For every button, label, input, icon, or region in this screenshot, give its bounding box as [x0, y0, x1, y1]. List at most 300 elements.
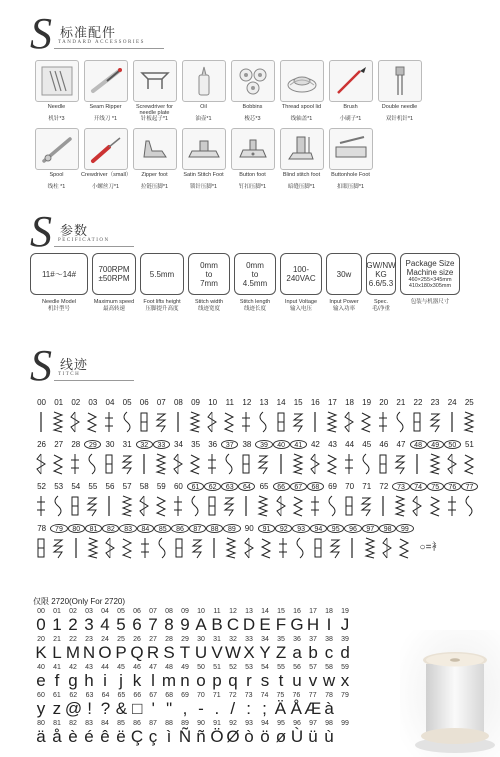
stitch-number: 29 [84, 440, 101, 449]
stitch-number: 70 [345, 482, 355, 491]
accessory-item [81, 60, 130, 122]
alpha-number: 81 [53, 720, 61, 727]
spec-label-cn: 机针型号 [47, 306, 70, 312]
stitch-pattern-icon [324, 494, 340, 518]
accessory-name-en: Double needle [381, 104, 418, 110]
accessory-item [130, 128, 179, 190]
alpha-glyph: ê [100, 727, 110, 746]
alpha-cell [65, 664, 81, 689]
alpha-number: 60 [37, 692, 45, 699]
stitch-pattern-icon [461, 494, 477, 518]
accessory-name-cn: 锁针压脚*1 [189, 184, 218, 190]
alpha-glyph: Ù [290, 727, 304, 746]
stitch-pattern-icon [275, 536, 291, 560]
accessory-image [182, 60, 226, 102]
seam-ripper-icon [85, 61, 127, 101]
stitch-pattern [396, 536, 413, 560]
alpha-glyph: ò [244, 727, 254, 746]
alpha-number: 17 [309, 608, 317, 615]
alpha-number: 14 [261, 608, 269, 615]
accessory-name-cn: 机针*3 [48, 116, 65, 122]
stitch-pattern [461, 452, 478, 476]
alpha-number: 63 [85, 692, 94, 699]
stitch-row [33, 524, 478, 560]
accessory-image [231, 128, 275, 170]
alpha-cell [161, 720, 177, 745]
alpha-cell [321, 720, 337, 745]
alpha-number: 57 [309, 664, 317, 671]
spec-item [234, 253, 276, 313]
spec-value: 4.5mm [242, 278, 268, 288]
accessory-item [326, 128, 375, 190]
stitch-pattern [68, 536, 85, 560]
section-letter-s: S [30, 207, 52, 256]
alpha-number: 46 [133, 664, 141, 671]
alpha-cell [289, 664, 305, 689]
alpha-glyph: O [98, 643, 112, 662]
alpha-glyph: 9 [180, 615, 190, 634]
alpha-glyph: b [308, 643, 318, 662]
alpha-glyph: U [194, 643, 208, 662]
stitch-number: 60 [173, 482, 183, 491]
alpha-number: 31 [213, 636, 221, 643]
stitch-pattern-icon [170, 410, 186, 434]
accessory-name-cn: 扣眼压脚*1 [336, 184, 365, 190]
stitch-pattern-icon [307, 494, 323, 518]
alpha-cell [241, 664, 257, 689]
alpha-cell [129, 608, 145, 633]
stitch-number: 09 [191, 398, 200, 407]
alpha-glyph: m [161, 671, 177, 690]
brush-icon [330, 61, 372, 101]
alpha-number: 36 [293, 636, 301, 643]
stitch-pattern-icon [409, 410, 425, 434]
stitch-pattern [241, 536, 258, 560]
stitch-number: 84 [137, 524, 154, 533]
accessory-name-cn: 线柱 *1 [47, 184, 66, 190]
stitch-pattern-icon [171, 536, 187, 560]
stitch-pattern [119, 452, 136, 476]
stitch-pattern-icon [255, 494, 271, 518]
stitch-pattern [137, 536, 154, 560]
alpha-glyph: M [65, 643, 81, 662]
spec-label-en: Spec. [373, 299, 389, 305]
alpha-number: 91 [213, 720, 221, 727]
stitch-number: 21 [396, 398, 406, 407]
alpha-number: 27 [149, 636, 157, 643]
alpha-number: 49 [181, 664, 189, 671]
alpha-number: 09 [181, 608, 189, 615]
alpha-number: 21 [53, 636, 61, 643]
alpha-glyph: ! [87, 699, 92, 718]
alpha-number: 58 [325, 664, 333, 671]
spec-label-cn: 包装与机器尺寸 [410, 299, 450, 305]
stitch-pattern-icon [327, 536, 343, 560]
stitch-pattern-icon [273, 452, 289, 476]
spec-box [92, 253, 136, 295]
stitch-number: 43 [328, 440, 337, 449]
alpha-cell [273, 720, 289, 745]
spec-box [400, 253, 460, 295]
stitch-pattern [275, 536, 292, 560]
stitch-number: 45 [362, 440, 372, 449]
spec-value: 5.5mm [149, 269, 175, 279]
accessory-name-en: Bobbins [242, 104, 263, 110]
alpha-cell [113, 608, 129, 633]
alpha-number: 67 [149, 692, 158, 699]
alpha-cell [145, 720, 161, 745]
alpha-number: 01 [53, 608, 61, 615]
alpha-cell [225, 720, 241, 745]
accessory-image [329, 128, 373, 170]
stitch-pattern-icon [50, 494, 66, 518]
stitch-pattern-icon [221, 494, 237, 518]
stitch-pattern-icon [33, 494, 49, 518]
stitch-number: 97 [362, 524, 379, 533]
stitch-pattern-icon [273, 410, 289, 434]
screwdriver-icon [134, 61, 176, 101]
alpha-glyph: d [340, 643, 350, 662]
stitch-pattern-icon [444, 410, 460, 434]
stitch-pattern-icon [85, 536, 101, 560]
accessory-name-en: Satin Stitch Foot [183, 172, 224, 178]
stitch-pattern [290, 452, 307, 476]
alpha-number: 70 [197, 692, 205, 699]
stitch-pattern-icon [204, 410, 220, 434]
accessory-name-cn: 开线刀 *1 [93, 116, 118, 122]
stitch-pattern [119, 494, 136, 518]
accessories-subtitle: TANDARD ACCESSORIES [58, 40, 145, 45]
stitch-number: 48 [410, 440, 427, 449]
alpha-cell [209, 664, 225, 689]
stitch-pattern-icon [392, 452, 408, 476]
stitch-number: 31 [122, 440, 132, 449]
stitch-number: 04 [105, 398, 115, 407]
alpha-cell [177, 664, 193, 689]
alpha-cell [129, 720, 145, 745]
alpha-glyph: u [292, 671, 302, 690]
accessories-header [30, 9, 230, 60]
alpha-glyph: 6 [132, 615, 142, 634]
alpha-number: 84 [101, 720, 109, 727]
stitch-pattern-icon [341, 494, 357, 518]
stitch-number: 57 [122, 482, 132, 491]
accessory-item [32, 128, 81, 190]
alpha-glyph: a [292, 643, 302, 662]
stitch-number: 41 [290, 440, 307, 449]
alpha-glyph: ? [100, 699, 111, 718]
alpha-glyph: - [198, 699, 204, 718]
stitch-pattern [136, 410, 153, 434]
stitch-pattern-icon [409, 452, 425, 476]
stitch-pattern-icon [307, 410, 323, 434]
alpha-glyph: h [84, 671, 94, 690]
alpha-cell [81, 636, 97, 661]
alpha-glyph: è [68, 727, 78, 746]
divider [54, 246, 134, 247]
alpha-number: 24 [101, 636, 109, 643]
alpha-number: 48 [165, 664, 173, 671]
stitch-number: 91 [258, 524, 275, 533]
alpha-number: 78 [325, 692, 333, 699]
stitch-pattern-icon [427, 410, 443, 434]
alpha-cell [272, 692, 288, 717]
alpha-number: 54 [261, 664, 269, 671]
alpha-glyph: i [103, 671, 107, 690]
stitch-number: 88 [206, 524, 223, 533]
stitch-pattern-icon [461, 452, 477, 476]
alpha-number: 51 [213, 664, 221, 671]
spec-label-cn: 压脚提升高度 [145, 306, 179, 312]
alpha-number: 12 [229, 608, 237, 615]
stitch-pattern [324, 452, 341, 476]
alpha-row [33, 636, 353, 661]
stitch-header [30, 341, 230, 392]
stitch-pattern [102, 536, 119, 560]
alpha-cell [337, 664, 353, 689]
stitch-pattern-icon [290, 410, 306, 434]
alpha-cell [225, 692, 241, 717]
alpha-cell [33, 692, 49, 717]
stitch-number: 55 [88, 482, 98, 491]
stitch-pattern-icon [119, 494, 135, 518]
accessory-name-cn: 拉链压脚*1 [140, 184, 169, 190]
stitch-pattern-icon [258, 536, 274, 560]
alpha-glyph: à [324, 699, 334, 718]
small-screwdriver-icon [85, 129, 127, 169]
stitch-pattern-icon [307, 452, 323, 476]
alpha-number: 45 [117, 664, 125, 671]
alpha-cell [209, 692, 225, 717]
accessory-name-en: Brush [343, 104, 358, 110]
spec-item [400, 253, 460, 313]
stitch-number: 12 [242, 398, 252, 407]
stitch-pattern-icon [461, 410, 477, 434]
stitch-number: 39 [255, 440, 272, 449]
button-foot-icon [232, 129, 274, 169]
stitch-pattern [444, 452, 461, 476]
alpha-number: 18 [325, 608, 333, 615]
stitch-pattern [358, 494, 375, 518]
stitch-number: 58 [139, 482, 149, 491]
stitch-pattern-icon [238, 410, 254, 434]
alpha-glyph: l [151, 671, 155, 690]
stitch-number: 34 [174, 440, 183, 449]
alpha-glyph: Z [275, 643, 287, 662]
buttonhole-foot-icon [330, 129, 372, 169]
alpha-glyph: ì [166, 727, 172, 746]
alpha-number: 68 [165, 692, 173, 699]
alpha-cell [209, 636, 225, 661]
alpha-number: 29 [181, 636, 189, 643]
stitch-pattern-icon [344, 536, 360, 560]
alpha-glyph: ë [116, 727, 126, 746]
accessory-name-en: Zipper foot [141, 172, 168, 178]
alpha-number: 75 [276, 692, 285, 699]
alpha-cell [145, 608, 161, 633]
stitch-number: 59 [156, 482, 166, 491]
alpha-cell [81, 664, 97, 689]
stitch-pattern [67, 410, 84, 434]
alpha-glyph: c [324, 643, 334, 662]
alpha-glyph: ñ [196, 727, 206, 746]
alpha-number: 33 [245, 636, 253, 643]
alpha-glyph: 8 [164, 615, 174, 634]
alpha-cell [273, 608, 289, 633]
alpha-cell [289, 608, 305, 633]
stitch-pattern-icon [136, 410, 152, 434]
alpha-cell [241, 636, 257, 661]
stitch-pattern-icon [362, 536, 378, 560]
stitch-pattern-icon [341, 452, 357, 476]
stitch-pattern [187, 452, 204, 476]
accessory-image [84, 128, 128, 170]
stitch-row [33, 398, 478, 434]
stitch-pattern-icon [50, 536, 66, 560]
alpha-glyph: T [179, 643, 191, 662]
accessory-item [375, 60, 424, 122]
stitch-number: 49 [427, 440, 444, 449]
stitch-number: 74 [410, 482, 427, 491]
alpha-glyph: B [211, 615, 223, 634]
alpha-cell [289, 720, 305, 745]
accessory-image [35, 60, 79, 102]
stitch-pattern [392, 410, 409, 434]
accessory-name-cn: 小刷子*1 [339, 116, 362, 122]
stitch-number: 94 [310, 524, 327, 533]
stitch-number: 03 [88, 398, 98, 407]
spec-label-en: Stitch length [239, 299, 271, 305]
stitch-number: 87 [189, 524, 206, 533]
accessory-item [179, 60, 228, 122]
alpha-glyph: N [82, 643, 96, 662]
alpha-cell [65, 720, 81, 745]
stitch-pattern-icon [137, 536, 153, 560]
alpha-number: 05 [117, 608, 125, 615]
stitch-pattern [255, 410, 272, 434]
alpha-glyph: o [196, 671, 206, 690]
stitch-pattern [307, 410, 324, 434]
alpha-glyph: P [115, 643, 127, 662]
stitch-pattern [206, 536, 223, 560]
stitch-number: 79 [50, 524, 67, 533]
stitch-number: 13 [259, 398, 269, 407]
alpha-cell [304, 692, 321, 717]
stitch-pattern-icon [409, 494, 425, 518]
stitch-pattern-icon [427, 452, 443, 476]
stitch-pattern [375, 452, 392, 476]
alpha-cell [113, 720, 129, 745]
stitch-pattern-icon [102, 536, 118, 560]
spec-row [30, 253, 475, 313]
stitch-number: 27 [54, 440, 64, 449]
accessory-name-cn: 针板起子*1 [140, 116, 169, 122]
spec-item [188, 253, 230, 313]
stitch-pattern-icon [341, 410, 357, 434]
stitch-number: 11 [225, 398, 234, 407]
accessory-item [277, 128, 326, 190]
stitch-pattern [292, 536, 309, 560]
alpha-glyph: ø [275, 727, 287, 746]
stitch-pattern [375, 494, 392, 518]
alpha-number: 59 [341, 664, 349, 671]
stitch-row [33, 440, 478, 476]
spec-label-en: Needle Model [42, 299, 76, 305]
stitch-pattern [273, 452, 290, 476]
alpha-cell [193, 720, 209, 745]
stitch-pattern-icon [444, 452, 460, 476]
alpha-number: 39 [341, 636, 349, 643]
accessory-image [231, 60, 275, 102]
spec-label-en: Maximum speed [93, 299, 135, 305]
alpha-number: 95 [277, 720, 285, 727]
alpha-glyph: D [242, 615, 256, 634]
accessory-name-en: Screwdriver for needle plate [136, 104, 173, 116]
alpha-number: 32 [229, 636, 237, 643]
stitch-number: 20 [379, 398, 389, 407]
stitch-pattern-icon [206, 536, 222, 560]
alpha-glyph: r [246, 671, 252, 690]
spec-label-cn: 最高转速 [102, 306, 125, 312]
alpha-number: 25 [117, 636, 125, 643]
spec-value: to [251, 269, 259, 279]
stitch-pattern-icon [170, 494, 186, 518]
stitch-number: 08 [173, 398, 183, 407]
alpha-number: 79 [341, 692, 349, 699]
stitch-pattern [392, 494, 409, 518]
alpha-cell [305, 720, 321, 745]
alpha-number: 26 [133, 636, 141, 643]
stitch-number: 24 [447, 398, 457, 407]
stitch-pattern-icon [50, 452, 66, 476]
stitch-number: 47 [396, 440, 406, 449]
stitch-pattern-icon [153, 494, 169, 518]
accessory-item [32, 60, 81, 122]
stitch-number: 54 [71, 482, 81, 491]
alpha-cell [305, 664, 321, 689]
stitch-pattern [170, 410, 187, 434]
thread-spool-photo [400, 630, 500, 757]
stitch-pattern-icon [241, 536, 257, 560]
alpha-row [33, 720, 353, 745]
stitch-pattern [341, 494, 358, 518]
stitch-number: 92 [275, 524, 292, 533]
alpha-cell [82, 692, 98, 717]
alpha-number: 03 [85, 608, 93, 615]
alpha-cell [129, 692, 145, 717]
accessory-name-cn: 小螺丝刀*1 [91, 184, 120, 190]
stitch-pattern-icon [154, 536, 170, 560]
alpha-note: 仅限 2720(Only For 2720) [33, 597, 126, 606]
alpha-glyph: @ [64, 699, 83, 718]
alpha-number: 82 [69, 720, 77, 727]
stitch-number: 42 [310, 440, 320, 449]
alpha-glyph: G [290, 615, 304, 634]
alpha-glyph: Ñ [178, 727, 192, 746]
stitch-number: 95 [327, 524, 344, 533]
stitch-pattern [50, 452, 67, 476]
stitch-number: 51 [464, 440, 474, 449]
stitch-pattern [170, 494, 187, 518]
alpha-number: 74 [260, 692, 269, 699]
stitch-number: 68 [307, 482, 324, 491]
stitch-number: 02 [71, 398, 81, 407]
stitch-number: 14 [276, 398, 286, 407]
accessory-item [326, 60, 375, 122]
stitch-pattern [204, 494, 221, 518]
alpha-cell [321, 664, 337, 689]
stitch-pattern-icon [84, 410, 100, 434]
